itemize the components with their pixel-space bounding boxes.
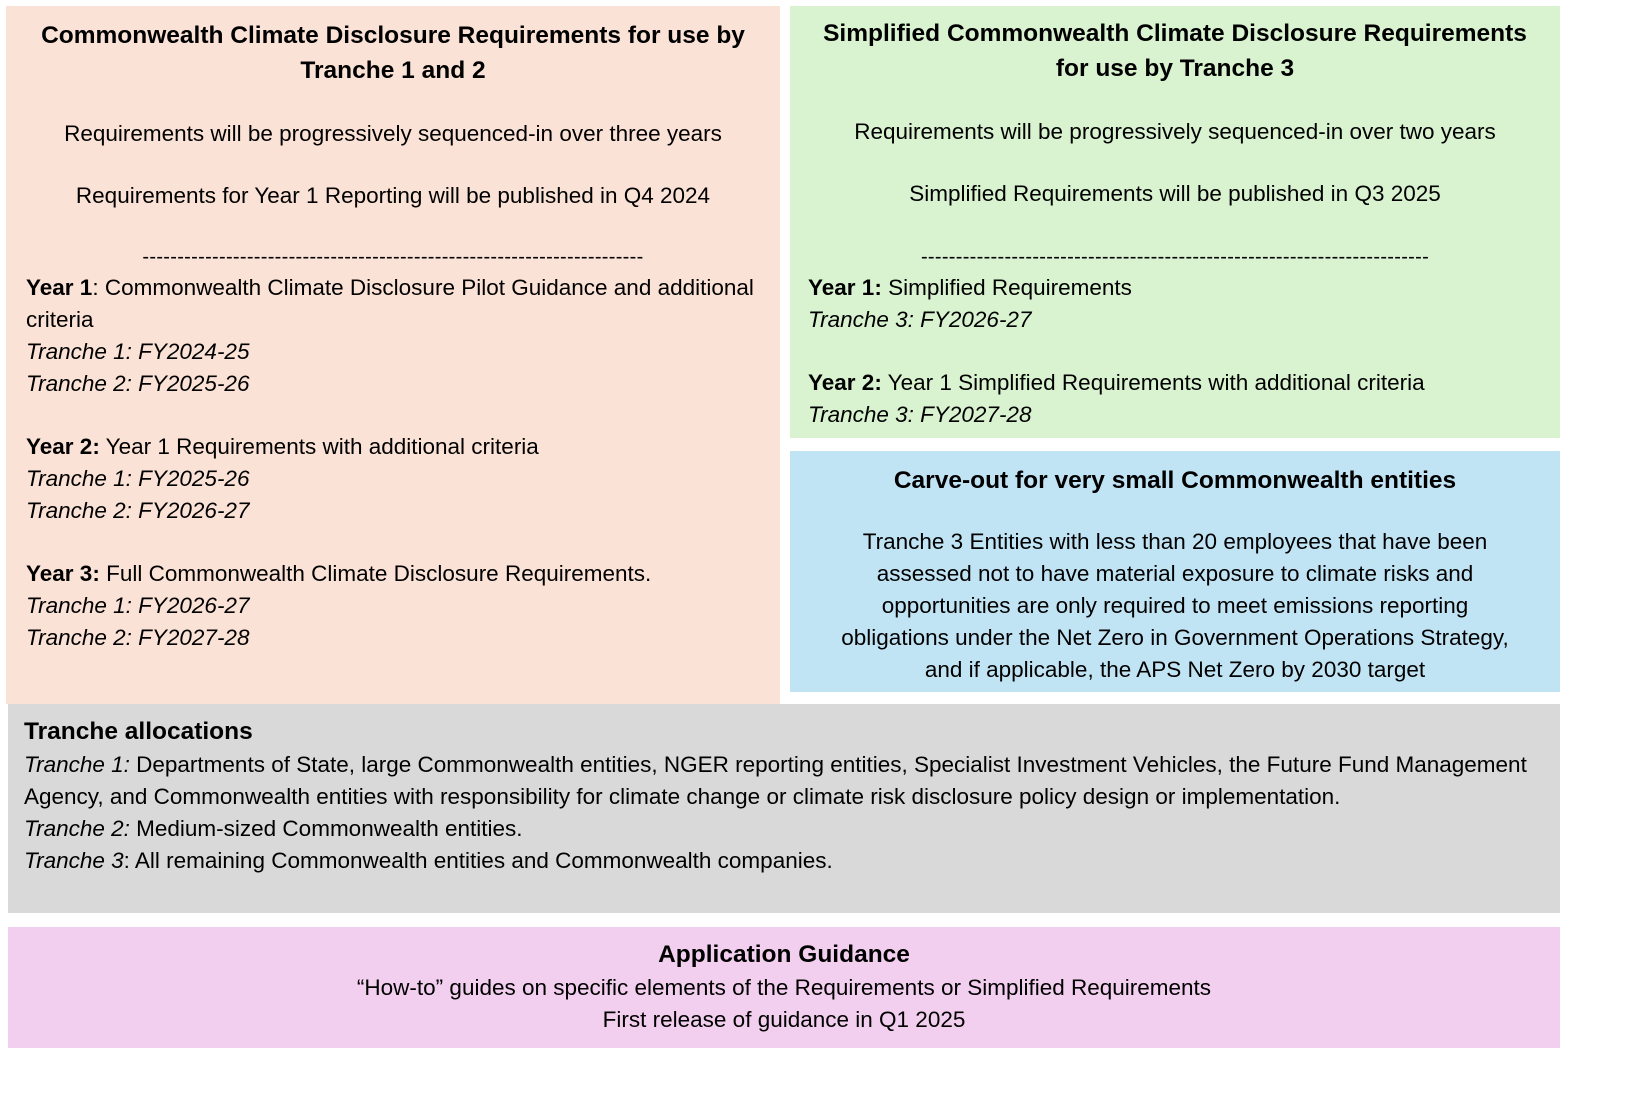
year-2-block: [808, 367, 1542, 431]
application-guidance-title: Application Guidance: [658, 941, 910, 968]
tranche-1-2-box-extension: [6, 692, 780, 704]
year-description: Simplified Requirements: [888, 275, 1132, 300]
tranche-1-2-requirements-box: [6, 6, 780, 692]
tranche-1-2-intro: Requirements will be progressively sequenced-in over three years: [64, 121, 722, 146]
tranche-timing: Tranche 1: FY2024-25: [26, 339, 250, 364]
tranche-timing: Tranche 2: FY2025-26: [26, 371, 250, 396]
carve-out-body: Tranche 3 Entities with less than 20 employees that have been assessed not to have material exposure to climate risks and opportunities are only required to meet emissions reporting obligations under the Net Zero in Government Operations Strategy, and if applicable, the APS Net Zero by 2030 target: [841, 529, 1509, 682]
year-1-block: [808, 272, 1542, 336]
tranche-label: Tranche 3: [24, 848, 124, 873]
application-guidance-box: [8, 927, 1560, 1048]
tranche-label: Tranche 1:: [24, 752, 130, 777]
carve-out-box: [790, 451, 1560, 692]
allocation-item: Tranche 3: All remaining Commonwealth entities and Commonwealth companies.: [24, 848, 833, 873]
year-label: Year 1: [26, 275, 93, 300]
allocation-item: Tranche 1: Departments of State, large Commonwealth entities, NGER reporting entities, Specialist Investment Vehicles, the Future Fund Management Agency, and Commonwealth entities with responsibility for climate change or climate risk disclosure policy design or implementation.: [24, 752, 1527, 809]
year-description: Commonwealth Climate Disclosure Pilot Guidance and additional criteria: [26, 275, 754, 332]
year-label: Year 1:: [808, 275, 882, 300]
year-label: Year 3:: [26, 561, 100, 586]
tranche-label: Tranche 2:: [24, 816, 130, 841]
tranche-1-2-title: Commonwealth Climate Disclosure Requirements for use by Tranche 1 and 2: [41, 22, 745, 84]
allocation-item: Tranche 2: Medium-sized Commonwealth entities.: [24, 816, 523, 841]
tranche-timing: Tranche 3: FY2027-28: [808, 402, 1032, 427]
year-2-block: [26, 431, 760, 527]
divider: -------------------------------------------------------------------------: [920, 246, 1430, 268]
tranche-timing: Tranche 3: FY2026-27: [808, 307, 1032, 332]
tranche-timing: Tranche 2: FY2026-27: [26, 498, 250, 523]
guidance-release-date: First release of guidance in Q1 2025: [602, 1007, 966, 1032]
tranche-3-requirements-box: [790, 6, 1560, 438]
tranche-allocations-box: [8, 704, 1560, 913]
tranche-1-2-publish-date: Requirements for Year 1 Reporting will be published in Q4 2024: [75, 183, 711, 208]
year-label: Year 2:: [26, 434, 100, 459]
year-label: Year 2:: [808, 370, 882, 395]
year-3-block: [26, 558, 760, 654]
tranche-timing: Tranche 2: FY2027-28: [26, 625, 250, 650]
guidance-description: “How-to” guides on specific elements of the Requirements or Simplified Requirements: [356, 975, 1212, 1000]
year-description: Full Commonwealth Climate Disclosure Requirements.: [106, 561, 652, 586]
tranche-3-title: Simplified Commonwealth Climate Disclosure Requirements for use by Tranche 3: [823, 20, 1527, 82]
year-1-block: Year 1: Commonwealth Climate Disclosure Pilot Guidance and additional criteria Tranche 1: FY2024-25 Tranche 2: FY2025-26: [26, 275, 754, 396]
tranche-timing: Tranche 1: FY2025-26: [26, 466, 250, 491]
year-description: Year 1 Requirements with additional criteria: [105, 434, 539, 459]
tranche-3-publish-date: Simplified Requirements will be published in Q3 2025: [909, 181, 1441, 206]
tranche-allocations-title: Tranche allocations: [24, 718, 253, 745]
carve-out-title: Carve-out for very small Commonwealth entities: [893, 467, 1457, 494]
tranche-timing: Tranche 1: FY2026-27: [26, 593, 250, 618]
tranche-3-intro: Requirements will be progressively sequenced-in over two years: [854, 119, 1496, 144]
divider: ------------------------------------------------------------------------: [142, 246, 644, 268]
year-description: Year 1 Simplified Requirements with additional criteria: [887, 370, 1425, 395]
